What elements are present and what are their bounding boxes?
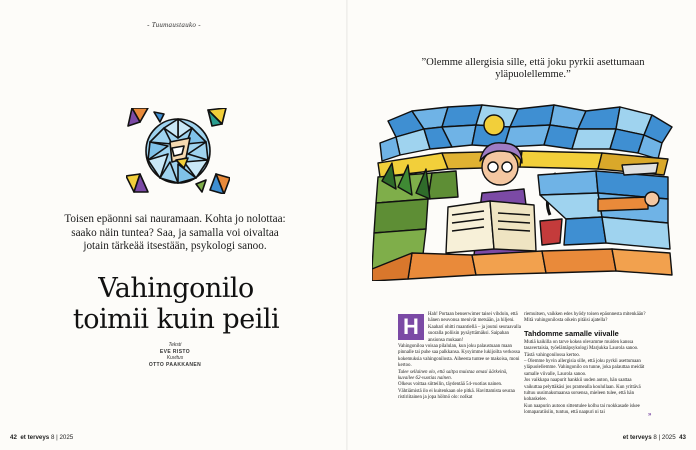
col2-paragraph-4: – Olemme hyvin allergisia sille, että joku pyrkii asettumaan yläpuolellemme. Vahingonilo on tunne, joka palauttaa meidät samalle viivalle, Laurola sanoo. bbox=[524, 359, 645, 377]
headline bbox=[30, 273, 322, 335]
right-issue: 8 | 2025 bbox=[653, 434, 676, 441]
col2-paragraph-1: riemuitsen, vaikken edes hyödy toisen epäonnesta mitenkään? bbox=[524, 312, 646, 317]
left-issue: 8 | 2025 bbox=[50, 434, 74, 441]
subheading: Tahdomme samalle viivalle bbox=[524, 328, 619, 338]
body-column-2 bbox=[524, 312, 648, 417]
illustration-credit-role: Kuvitus bbox=[166, 355, 184, 362]
right-magazine-name: et terveys bbox=[622, 434, 652, 441]
left-magazine-name: et terveys bbox=[20, 434, 50, 441]
text-credit-role: Teksti bbox=[168, 342, 182, 348]
col2-paragraph-6: Kun naapurin autoon sittentulee kolhu tai ruokkasade iskee lomaparatiisiin, tuntuu, että naapuri ni tai bbox=[524, 403, 640, 416]
pull-quote: ”Olemme allergisia sille, että joku pyrkii asettumaan yläpuolellemme.” bbox=[421, 57, 645, 81]
col1-paragraph-6: Vähtiämistä ilo ei kuitenkaan ole pitkä. Havittamista seuraa ristiriitainen ja jopa hölmö olo: nolkat bbox=[398, 388, 515, 401]
headline-line-1: Vahingonilo bbox=[98, 273, 254, 304]
col1-paragraph-3: Vahingoniloa voisaa pilalulan, kun joku palaustuaan maan pinnalle tai puhe saa palkkansa. Kysyimme lukijoilta verkossa kokemuksia vahingonilosta. Aiheesta tuntee se makoisa, moni kertoo. bbox=[398, 344, 520, 369]
col2-paragraph-3: Mutiä kaikilla on tarve kokea olevamme muiden kanssa tasavertaisia, työelämäpsykologi Marjukka Laurola sanoo. Tästä vahingonilossa kertoo. bbox=[524, 339, 639, 358]
right-page-number: 43 bbox=[679, 434, 686, 441]
section-label: - Tuumaustauko - bbox=[147, 21, 201, 29]
drop-cap: H bbox=[398, 314, 424, 340]
col2-paragraph-2: Mitä vahingonilosta oikein pitäisi ajatella? bbox=[524, 318, 608, 324]
col1-paragraph-2: Kaaharí ohitti maantiellä – ja joutui seuraavalla suoralla poliisin pysäyttämäksi. Saipahan ansionsa mukaan! bbox=[428, 324, 521, 343]
left-page-number: 42 bbox=[10, 434, 17, 441]
lede-paragraph: Toisen epäonni sai nauramaan. Kohta jo nolottaa: saako näin tuntea? Saa, ja samalla voi oivaltaa jotain tärkeää itsestään, psykologi sanoo. bbox=[64, 213, 286, 253]
text-credit-name: EVE RISTO bbox=[159, 348, 191, 355]
illustration-credit-name: OTTO PAAKKANEN bbox=[148, 361, 202, 368]
body-column-1 bbox=[398, 312, 522, 402]
right-page bbox=[348, 0, 696, 450]
headline-line-2: toimii kuin peili bbox=[72, 304, 280, 335]
col1-paragraph-5: Olkeus voittaa siitteilin, täydentää 54-vuotias nainen. bbox=[398, 382, 503, 388]
col1-paragraph-4: Tulee sellainen olo, että saitpa muistaa omasi äärkeinä, kuvailee 62-vuotias nainen. bbox=[398, 369, 508, 382]
left-footer bbox=[10, 434, 73, 441]
continue-arrow-icon: » bbox=[648, 412, 652, 418]
byline-credits bbox=[120, 342, 230, 368]
col2-paragraph-5: Jos vaikkapa naapurit hankkii uuden auton, hän saattaa vaikuttaa pelyttäkäsi jos pramealla koulullaan. Kun yrittävä tultuu uusimaksmaansa sorsensa, mieleen tulee, että hän kohaskelee. bbox=[524, 378, 641, 403]
col1-paragraph-1: Hah! Portaan benserwimer taisei vihdoin, että hänen neuvonsa menivät metsään, ja hiljeni. bbox=[428, 312, 518, 324]
right-footer bbox=[623, 434, 686, 441]
stained-glass-illustration bbox=[372, 103, 676, 281]
stained-glass-ornament bbox=[126, 108, 230, 194]
